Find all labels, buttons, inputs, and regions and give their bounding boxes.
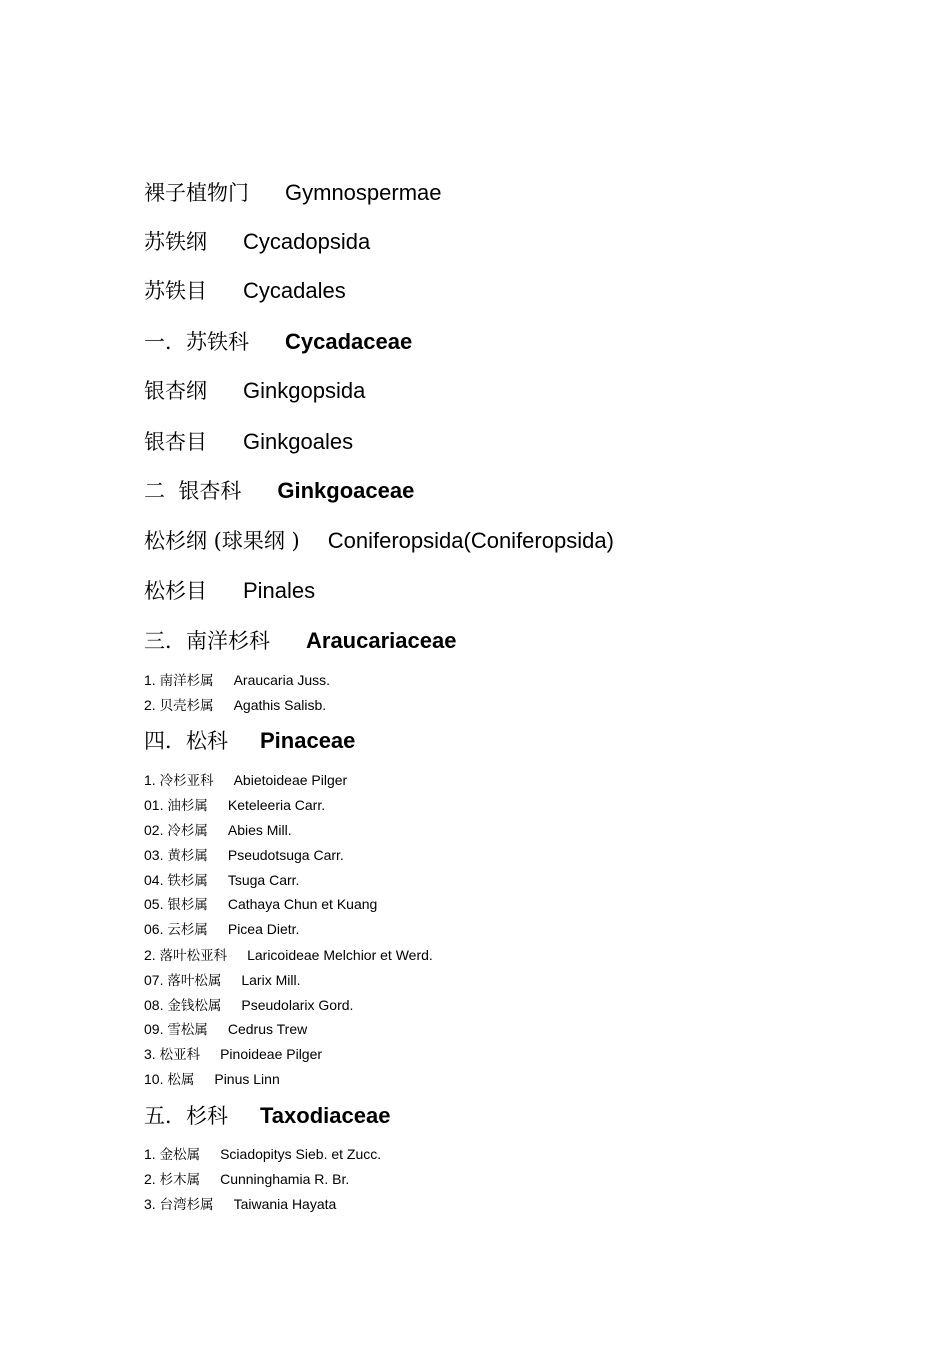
- chinese-name: 松亚科: [159, 1047, 201, 1063]
- chinese-name: 松杉目: [144, 579, 207, 603]
- family-heading: [144, 727, 355, 755]
- taxon-line-order: [144, 428, 353, 456]
- genus-line: [144, 846, 344, 865]
- genus-line: [144, 1070, 280, 1089]
- latin-name: Gymnospermae: [285, 180, 442, 205]
- genus-line: [144, 821, 292, 840]
- family-heading: [144, 627, 456, 655]
- chinese-name: 松属: [167, 1072, 195, 1088]
- chinese-name: 银杉属: [167, 897, 208, 913]
- latin-name: Pseudotsuga Carr.: [227, 847, 344, 863]
- latin-name: Laricoideae Melchior et Werd.: [247, 947, 433, 963]
- item-number: 3.: [144, 1046, 156, 1062]
- chinese-name: 苏铁目: [144, 279, 207, 303]
- chinese-name: 台湾杉属: [159, 1197, 214, 1213]
- genus-line: [144, 1145, 381, 1164]
- chinese-name: 银杏目: [144, 430, 207, 454]
- latin-name: Pseudolarix Gord.: [241, 997, 354, 1013]
- latin-name: Ginkgoales: [243, 429, 354, 454]
- taxon-line-class: [144, 377, 365, 405]
- item-number: 1.: [144, 1146, 156, 1162]
- latin-name: Ginkgopsida: [243, 378, 366, 403]
- item-number: 1.: [144, 772, 156, 788]
- genus-line: [144, 1195, 336, 1214]
- genus-line: [144, 920, 299, 939]
- genus-line: [144, 1170, 349, 1189]
- taxon-line-class: [144, 527, 614, 555]
- chinese-name: 银杏纲: [144, 379, 207, 403]
- subfamily-line: [144, 771, 347, 790]
- chinese-name: 杉木属: [159, 1172, 201, 1188]
- latin-name: Pinales: [243, 578, 316, 603]
- latin-name: Coniferopsida(Coniferopsida): [327, 528, 614, 553]
- chinese-name: 二 银杏科: [144, 479, 242, 503]
- genus-line: [144, 971, 300, 990]
- item-number: 2.: [144, 1171, 156, 1187]
- item-number: 06.: [144, 921, 164, 937]
- latin-name: Pinaceae: [260, 728, 356, 753]
- latin-name: Cathaya Chun et Kuang: [227, 896, 378, 912]
- item-number: 03.: [144, 847, 164, 863]
- chinese-name: 冷杉属: [167, 823, 208, 839]
- genus-line: [144, 996, 353, 1015]
- taxon-line-order: [144, 577, 315, 605]
- chinese-name: 云杉属: [167, 922, 208, 938]
- latin-name: Cycadales: [243, 278, 346, 303]
- chinese-name: 三．南洋杉科: [144, 629, 270, 653]
- item-number: 08.: [144, 997, 164, 1013]
- genus-line: [144, 671, 330, 690]
- subfamily-line: [144, 946, 433, 965]
- chinese-name: 黄杉属: [167, 848, 208, 864]
- chinese-name: 冷杉亚科: [159, 773, 214, 789]
- latin-name: Sciadopitys Sieb. et Zucc.: [220, 1146, 382, 1162]
- chinese-name: 雪松属: [167, 1022, 208, 1038]
- chinese-name: 贝壳杉属: [159, 698, 214, 714]
- latin-name: Abies Mill.: [227, 822, 292, 838]
- item-number: 02.: [144, 822, 164, 838]
- genus-line: [144, 1020, 307, 1039]
- latin-name: Pinus Linn: [214, 1071, 280, 1087]
- chinese-name: 南洋杉属: [159, 673, 214, 689]
- item-number: 09.: [144, 1021, 164, 1037]
- family-heading: [144, 477, 414, 505]
- genus-line: [144, 895, 377, 914]
- latin-name: Cedrus Trew: [227, 1021, 308, 1037]
- latin-name: Tsuga Carr.: [227, 872, 300, 888]
- family-heading: [144, 1102, 390, 1130]
- chinese-name: 落叶松属: [167, 973, 222, 989]
- item-number: 3.: [144, 1196, 156, 1212]
- latin-name: Agathis Salisb.: [233, 697, 327, 713]
- genus-line: [144, 871, 299, 890]
- genus-line: [144, 796, 325, 815]
- chinese-name: 金松属: [159, 1147, 201, 1163]
- latin-name: Taxodiaceae: [260, 1103, 391, 1128]
- item-number: 10.: [144, 1071, 164, 1087]
- chinese-name: 金钱松属: [167, 998, 222, 1014]
- chinese-name: 油杉属: [167, 798, 208, 814]
- chinese-name: 裸子植物门: [144, 181, 249, 205]
- chinese-name: 松杉纲 (球果纲 ): [144, 529, 300, 553]
- latin-name: Araucariaceae: [306, 628, 457, 653]
- latin-name: Cycadopsida: [243, 229, 371, 254]
- taxon-line-order: [144, 277, 346, 305]
- taxon-line-division: [144, 179, 442, 207]
- chinese-name: 四．松科: [144, 729, 228, 753]
- item-number: 05.: [144, 896, 164, 912]
- chinese-name: 铁杉属: [167, 873, 208, 889]
- item-number: 2.: [144, 947, 156, 963]
- latin-name: Araucaria Juss.: [233, 672, 331, 688]
- item-number: 2.: [144, 697, 156, 713]
- item-number: 04.: [144, 872, 164, 888]
- family-heading: [144, 328, 412, 356]
- latin-name: Abietoideae Pilger: [233, 772, 348, 788]
- chinese-name: 苏铁纲: [144, 230, 207, 254]
- latin-name: Cunninghamia R. Br.: [220, 1171, 350, 1187]
- latin-name: Pinoideae Pilger: [220, 1046, 323, 1062]
- latin-name: Ginkgoaceae: [277, 478, 415, 503]
- item-number: 1.: [144, 672, 156, 688]
- latin-name: Taiwania Hayata: [233, 1196, 337, 1212]
- chinese-name: 一．苏铁科: [144, 330, 249, 354]
- item-number: 07.: [144, 972, 164, 988]
- chinese-name: 五．杉科: [144, 1104, 228, 1128]
- latin-name: Larix Mill.: [241, 972, 301, 988]
- latin-name: Keteleeria Carr.: [227, 797, 326, 813]
- chinese-name: 落叶松亚科: [159, 948, 228, 964]
- latin-name: Cycadaceae: [285, 329, 413, 354]
- taxon-line-class: [144, 228, 370, 256]
- subfamily-line: [144, 1045, 322, 1064]
- item-number: 01.: [144, 797, 164, 813]
- genus-line: [144, 696, 326, 715]
- latin-name: Picea Dietr.: [227, 921, 300, 937]
